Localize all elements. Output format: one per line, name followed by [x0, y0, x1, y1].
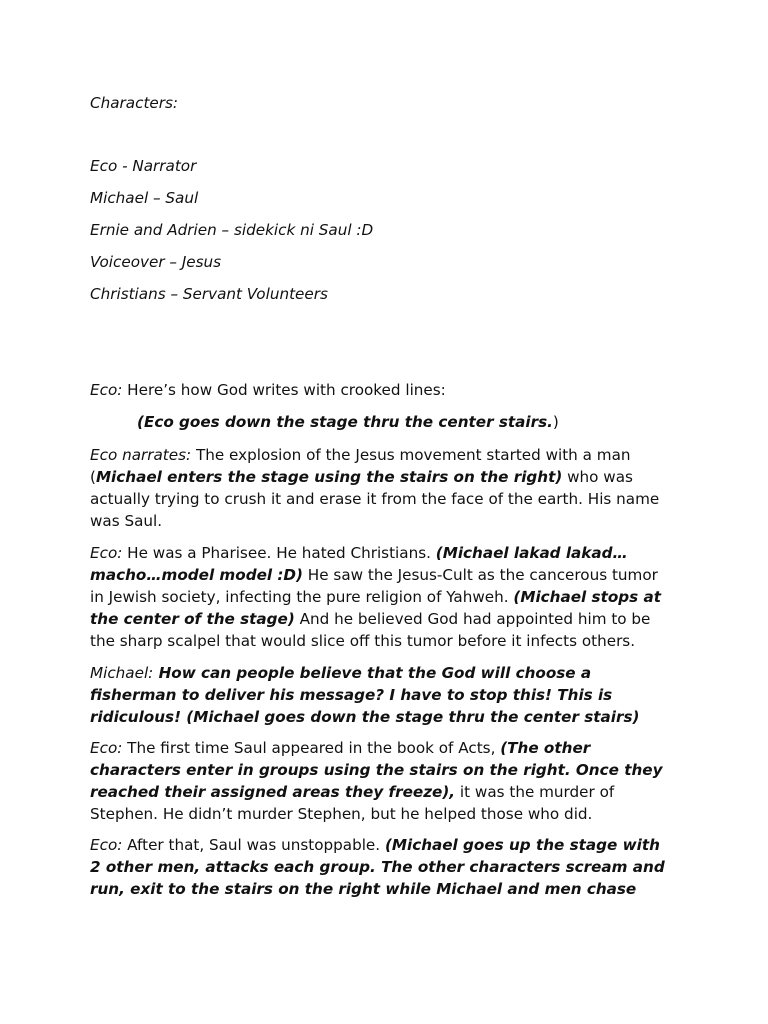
- script-paragraph-6-line-1: [90, 737, 590, 759]
- script-paragraph-4-line-2: [90, 564, 658, 586]
- script-paragraph-5-line-2: fisherman to deliver his message? I have to stop this! This is: [90, 686, 613, 704]
- stage-direction-1: [137, 411, 559, 433]
- script-paragraph-5-line-3: ridiculous! (Michael goes down the stage thru the center stairs): [90, 708, 640, 726]
- direction-text: (Eco goes down the stage thru the center stairs.: [137, 413, 553, 431]
- script-paragraph-4-line-3: [90, 586, 661, 608]
- direction-close: ): [552, 413, 559, 431]
- direction-text: (Michael goes up the stage with: [384, 836, 660, 854]
- speaker-label: Michael:: [90, 664, 154, 682]
- direction-text: (Michael stops at: [513, 588, 661, 606]
- dialogue-text: The explosion of the Jesus movement started with a man: [191, 446, 631, 464]
- script-paragraph-4-line-5: the sharp scalpel that would slice off this tumor before it infects others.: [90, 632, 636, 650]
- character-christians: Christians – Servant Volunteers: [90, 285, 328, 303]
- direction-text: the center of the stage): [90, 610, 295, 628]
- dialogue-text: Here’s how God writes with crooked lines:: [122, 381, 446, 399]
- dialogue-text: How can people believe that the God will choose a: [153, 664, 592, 682]
- speaker-label: Eco:: [90, 836, 123, 854]
- speaker-label: Eco:: [90, 544, 123, 562]
- script-paragraph-6-line-4: Stephen. He didn’t murder Stephen, but he helped those who did.: [90, 805, 593, 823]
- speaker-label: Eco:: [90, 739, 123, 757]
- character-ernie-adrien: Ernie and Adrien – sidekick ni Saul :D: [90, 221, 374, 239]
- speaker-label: Eco narrates:: [90, 446, 192, 464]
- characters-heading: Characters:: [90, 94, 179, 112]
- dialogue-text: And he believed God had appointed him to be: [294, 610, 651, 628]
- script-paragraph-3-line-4: was Saul.: [90, 512, 163, 530]
- script-paragraph-1: [90, 379, 446, 401]
- script-paragraph-6-line-3: [90, 781, 614, 803]
- script-paragraph-7-line-1: [90, 834, 660, 856]
- script-paragraph-3-line-3: actually trying to crush it and erase it from the face of the earth. His name: [90, 490, 660, 508]
- speaker-label: Eco:: [90, 381, 123, 399]
- character-michael: Michael – Saul: [90, 189, 199, 207]
- script-paragraph-4-line-1: [90, 542, 628, 564]
- direction-text: macho…model model :D): [90, 566, 303, 584]
- direction-text: reached their assigned areas they freeze),: [90, 783, 456, 801]
- script-paragraph-3-line-1: [90, 444, 631, 466]
- direction-text: (The other: [500, 739, 591, 757]
- script-paragraph-3-line-2: [90, 466, 633, 488]
- dialogue-text: who was: [562, 468, 633, 486]
- dialogue-text: The first time Saul appeared in the book of Acts,: [122, 739, 501, 757]
- character-voiceover: Voiceover – Jesus: [90, 253, 222, 271]
- paren-open: (: [90, 468, 96, 486]
- script-paragraph-6-line-2: characters enter in groups using the stairs on the right. Once they: [90, 761, 663, 779]
- dialogue-text: After that, Saul was unstoppable.: [122, 836, 385, 854]
- script-paragraph-7-line-3: run, exit to the stairs on the right while Michael and men chase: [90, 880, 637, 898]
- dialogue-text: it was the murder of: [455, 783, 615, 801]
- dialogue-text: He saw the Jesus-Cult as the cancerous tumor: [302, 566, 658, 584]
- dialogue-text: in Jewish society, infecting the pure religion of Yahweh.: [90, 588, 514, 606]
- script-paragraph-4-line-4: [90, 608, 650, 630]
- direction-text: (Michael lakad lakad…: [435, 544, 628, 562]
- script-paragraph-5-line-1: [90, 662, 591, 684]
- direction-text: Michael enters the stage using the stairs on the right): [95, 468, 563, 486]
- dialogue-text: He was a Pharisee. He hated Christians.: [122, 544, 436, 562]
- character-eco: Eco - Narrator: [90, 157, 197, 175]
- script-paragraph-7-line-2: 2 other men, attacks each group. The other characters scream and: [90, 858, 665, 876]
